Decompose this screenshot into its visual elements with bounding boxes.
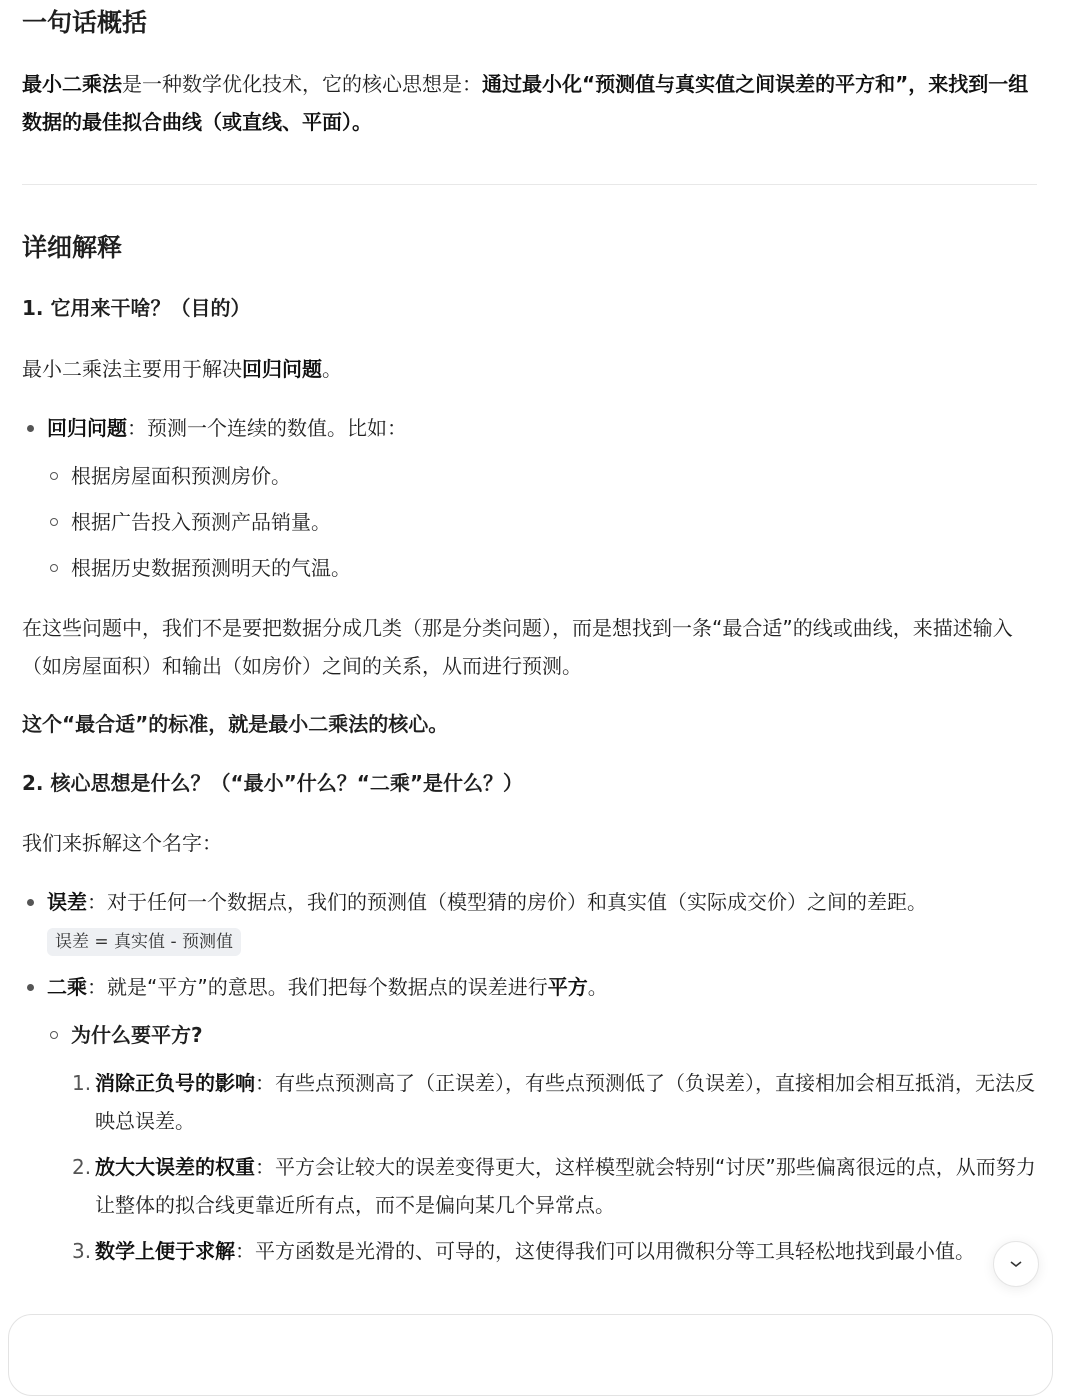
- text: ：对于任何一个数据点，我们的预测值（模型猜的房价）和真实值（实际成交价）之间的差距。: [87, 890, 927, 914]
- term: 消除正负号的影响: [95, 1071, 255, 1095]
- detail-heading: 详细解释: [22, 233, 123, 262]
- text: ：就是“平方”的意思。我们把每个数据点的误差进行: [87, 975, 548, 999]
- text: 。: [322, 357, 342, 381]
- emphasis: 通过最小化“预测值与真实值之间误差的平方和”，来找到一组数据的最佳拟合曲线（或直线、平面）。: [22, 72, 1029, 134]
- summary-paragraph: [22, 65, 1037, 141]
- section-1-heading: 1. 它用来干啥？（目的）: [22, 296, 251, 320]
- term: 最小二乘法: [22, 72, 122, 96]
- list-item: [95, 1148, 1037, 1224]
- list-item: 为什么要平方?: [71, 1023, 203, 1047]
- list-item: [95, 1232, 1037, 1270]
- summary-heading: 一句话概括: [22, 8, 148, 37]
- sub-bullet-icon: [50, 518, 58, 526]
- list-item: [47, 968, 1037, 1006]
- term: 放大大误差的权重: [95, 1155, 255, 1179]
- term: 回归问题: [47, 416, 127, 440]
- chevron-down-icon: [1009, 1259, 1023, 1269]
- section-2-heading: 2. 核心思想是什么？（“最小”什么？“二乘”是什么？）: [22, 771, 524, 795]
- list-number: 2.: [72, 1155, 92, 1179]
- emphasis-paragraph: 这个“最合适”的标准，就是最小二乘法的核心。: [22, 712, 449, 736]
- list-item: 根据广告投入预测产品销量。: [71, 510, 331, 534]
- text: ：平方会让较大的误差变得更大，这样模型就会特别“讨厌”那些偏离很远的点，从而努力让整体的拟合线更靠近所有点，而不是偏向某几个异常点。: [95, 1155, 1036, 1217]
- inline-code: 误差 = 真实值 - 预测值: [47, 928, 241, 956]
- term: 回归问题: [242, 357, 322, 381]
- list-number: 1.: [72, 1071, 92, 1095]
- sub-bullet-icon: [50, 564, 58, 572]
- bullet-icon: [27, 984, 34, 991]
- term: 平方: [547, 975, 588, 999]
- list-item: [47, 409, 1037, 447]
- list-item: [95, 1064, 1037, 1140]
- list-number: 3.: [72, 1239, 92, 1263]
- text: 最小二乘法主要用于解决: [22, 357, 242, 381]
- term: 误差: [47, 890, 87, 914]
- bullet-icon: [27, 899, 34, 906]
- message-input[interactable]: [8, 1314, 1053, 1396]
- term: 二乘: [47, 975, 87, 999]
- list-item: 根据历史数据预测明天的气温。: [71, 556, 351, 580]
- section-1-intro: [22, 350, 1037, 388]
- term: 数学上便于求解: [95, 1239, 235, 1263]
- scroll-to-bottom-button[interactable]: [993, 1241, 1039, 1287]
- list-item: 根据房屋面积预测房价。: [71, 464, 291, 488]
- text: ：有些点预测高了（正误差），有些点预测低了（负误差），直接相加会相互抵消，无法反映总误差。: [95, 1071, 1035, 1133]
- text: 。: [587, 975, 608, 999]
- section-2-intro: 我们来拆解这个名字：: [22, 831, 222, 855]
- text: ：平方函数是光滑的、可导的，这使得我们可以用微积分等工具轻松地找到最小值。: [235, 1239, 975, 1263]
- sub-bullet-icon: [50, 1031, 58, 1039]
- paragraph: 在这些问题中，我们不是要把数据分成几类（那是分类问题），而是想找到一条“最合适”的线或曲线，来描述输入（如房屋面积）和输出（如房价）之间的关系，从而进行预测。: [22, 616, 1013, 678]
- sub-bullet-icon: [50, 472, 58, 480]
- text: 是一种数学优化技术，它的核心思想是：: [122, 72, 482, 96]
- text: ：预测一个连续的数值。比如：: [127, 416, 407, 440]
- divider: [22, 184, 1037, 185]
- bullet-icon: [27, 425, 34, 432]
- list-item: [47, 883, 1037, 921]
